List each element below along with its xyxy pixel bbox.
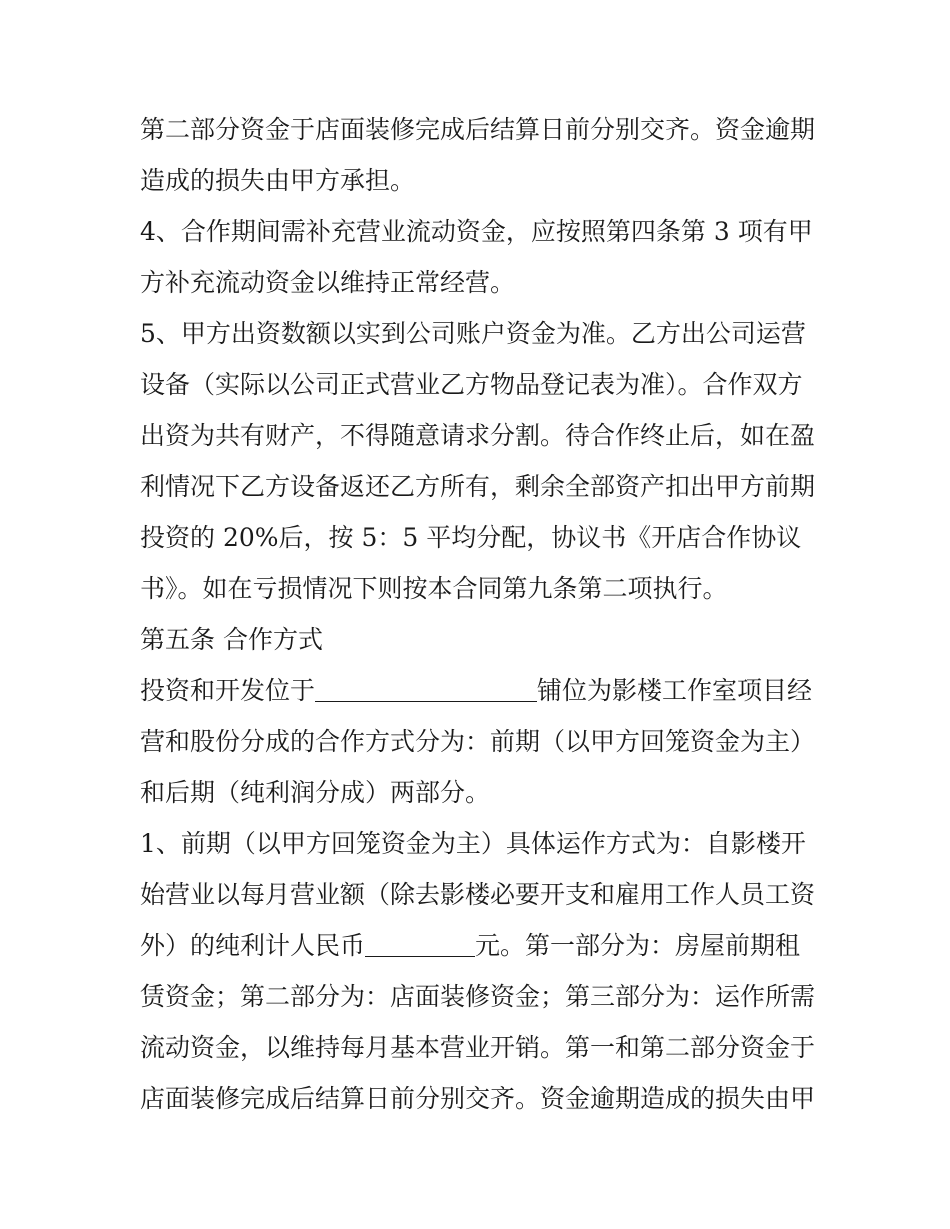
location-blank: [315, 676, 537, 702]
text-line: 方补充流动资金以维持正常经营。: [140, 268, 516, 297]
text-line: 设备（实际以公司正式营业乙方物品登记表为准）。合作双方: [140, 370, 803, 399]
text-line: 书》。如在亏损情况下则按本合同第九条第二项执行。: [140, 574, 728, 603]
section-heading: 第五条 合作方式: [140, 625, 323, 654]
text-line: 第二部分资金于店面装修完成后结算日前分别交齐。资金逾期: [140, 115, 816, 144]
text-line: 赁资金；第二部分为：店面装修资金；第三部分为：运作所需: [140, 982, 816, 1011]
text-line: 5、甲方出资数额以实到公司账户资金为准。乙方出公司运营: [140, 319, 806, 348]
text-segment: 铺位为影楼工作室项目经: [537, 676, 813, 705]
text-line: 4、合作期间需补充营业流动资金，应按照第四条第 3 项有甲: [140, 217, 813, 246]
text-line: 始营业以每月营业额（除去影楼必要开支和雇用工作人员工资: [140, 880, 816, 909]
text-line: 出资为共有财产，不得随意请求分割。待合作终止后，如在盈: [140, 421, 816, 450]
text-line: 营和股份分成的合作方式分为：前期（以甲方回笼资金为主）: [140, 727, 816, 756]
text-line-with-blank: [140, 920, 820, 971]
text-line: 流动资金，以维持每月基本营业开销。第一和第二部分资金于: [140, 1033, 816, 1062]
text-line: 投资的 20%后，按 5：5 平均分配，协议书《开店合作协议: [140, 523, 802, 552]
text-segment: 投资和开发位于: [140, 676, 316, 705]
text-line-with-blank: [140, 665, 820, 716]
text-line: 店面装修完成后结算日前分别交齐。资金逾期造成的损失由甲: [140, 1084, 816, 1113]
text-line: 1、前期（以甲方回笼资金为主）具体运作方式为：自影楼开: [140, 829, 806, 858]
document-body: [140, 104, 820, 1124]
text-segment: 元。第一部分为：房屋前期租: [475, 931, 801, 960]
text-line: 利情况下乙方设备返还乙方所有，剩余全部资产扣出甲方前期: [140, 472, 816, 501]
text-segment: 外）的纯利计人民币: [140, 931, 366, 960]
text-line: 造成的损失由甲方承担。: [140, 166, 416, 195]
text-line: 和后期（纯利润分成）两部分。: [140, 778, 491, 807]
amount-blank: [365, 931, 475, 957]
